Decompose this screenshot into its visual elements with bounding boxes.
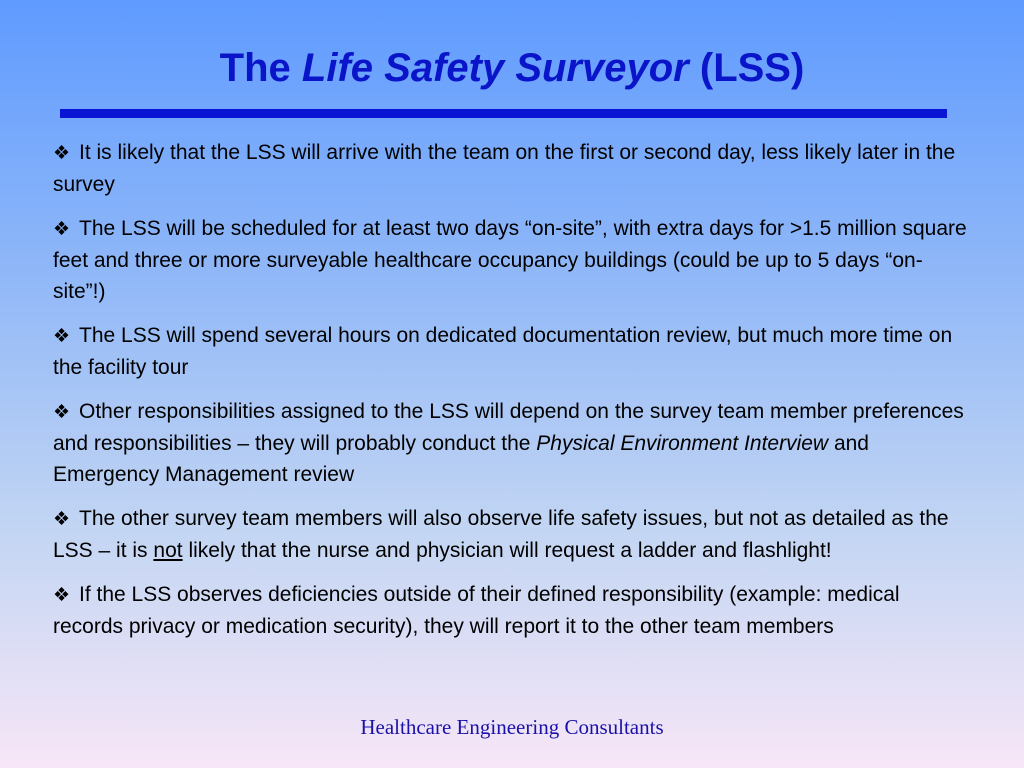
four-diamond-bullet-icon: ❖ [53, 509, 71, 530]
bullet-text: It is likely that the LSS will arrive with the team on the first or second day, less likely later in the survey [53, 141, 956, 196]
four-diamond-bullet-icon: ❖ [53, 585, 71, 606]
slide-footer: Healthcare Engineering Consultants [360, 715, 664, 739]
bullet-text: The LSS will be scheduled for at least two days “on-site”, with extra days for >1.5 million square feet and three or more surveyable healthcare occupancy buildings (could be up to 5 days “on-site”!) [53, 217, 967, 303]
bullet-text: The LSS will spend several hours on dedicated documentation review, but much more time on the facility tour [53, 324, 953, 379]
bullet-text-underlined: not [153, 539, 183, 562]
bullet-item [53, 396, 973, 490]
bullet-item [53, 213, 973, 307]
four-diamond-bullet-icon: ❖ [53, 402, 71, 423]
bullet-text: Other responsibilities assigned to the LSS will depend on the survey team member preferences and responsibilities – they will probably conduct the [53, 400, 964, 455]
bullet-item [53, 503, 973, 566]
title-underline-rule [60, 109, 947, 118]
title-italic: Life Safety Surveyor [301, 46, 689, 90]
bullet-item [53, 137, 973, 200]
bullet-item [53, 320, 973, 383]
title-suffix: (LSS) [699, 46, 805, 90]
four-diamond-bullet-icon: ❖ [53, 219, 71, 240]
slide-title [0, 40, 1024, 96]
bullet-text: If the LSS observes deficiencies outside of their defined responsibility (example: medical records privacy or medication security), they will report it to the other team members [53, 583, 900, 638]
bullet-list [53, 137, 973, 655]
bullet-text-italic: Physical Environment Interview [536, 432, 829, 455]
title-prefix: The [219, 46, 291, 90]
bullet-item [53, 579, 973, 642]
four-diamond-bullet-icon: ❖ [53, 326, 71, 347]
bullet-text: The other survey team members will also observe life safety issues, but not as detailed as the LSS – it is [53, 507, 949, 562]
four-diamond-bullet-icon: ❖ [53, 143, 71, 164]
bullet-text-continued: and Emergency Management review [53, 432, 869, 486]
bullet-text-continued: likely that the nurse and physician will request a ladder and flashlight! [188, 539, 832, 562]
